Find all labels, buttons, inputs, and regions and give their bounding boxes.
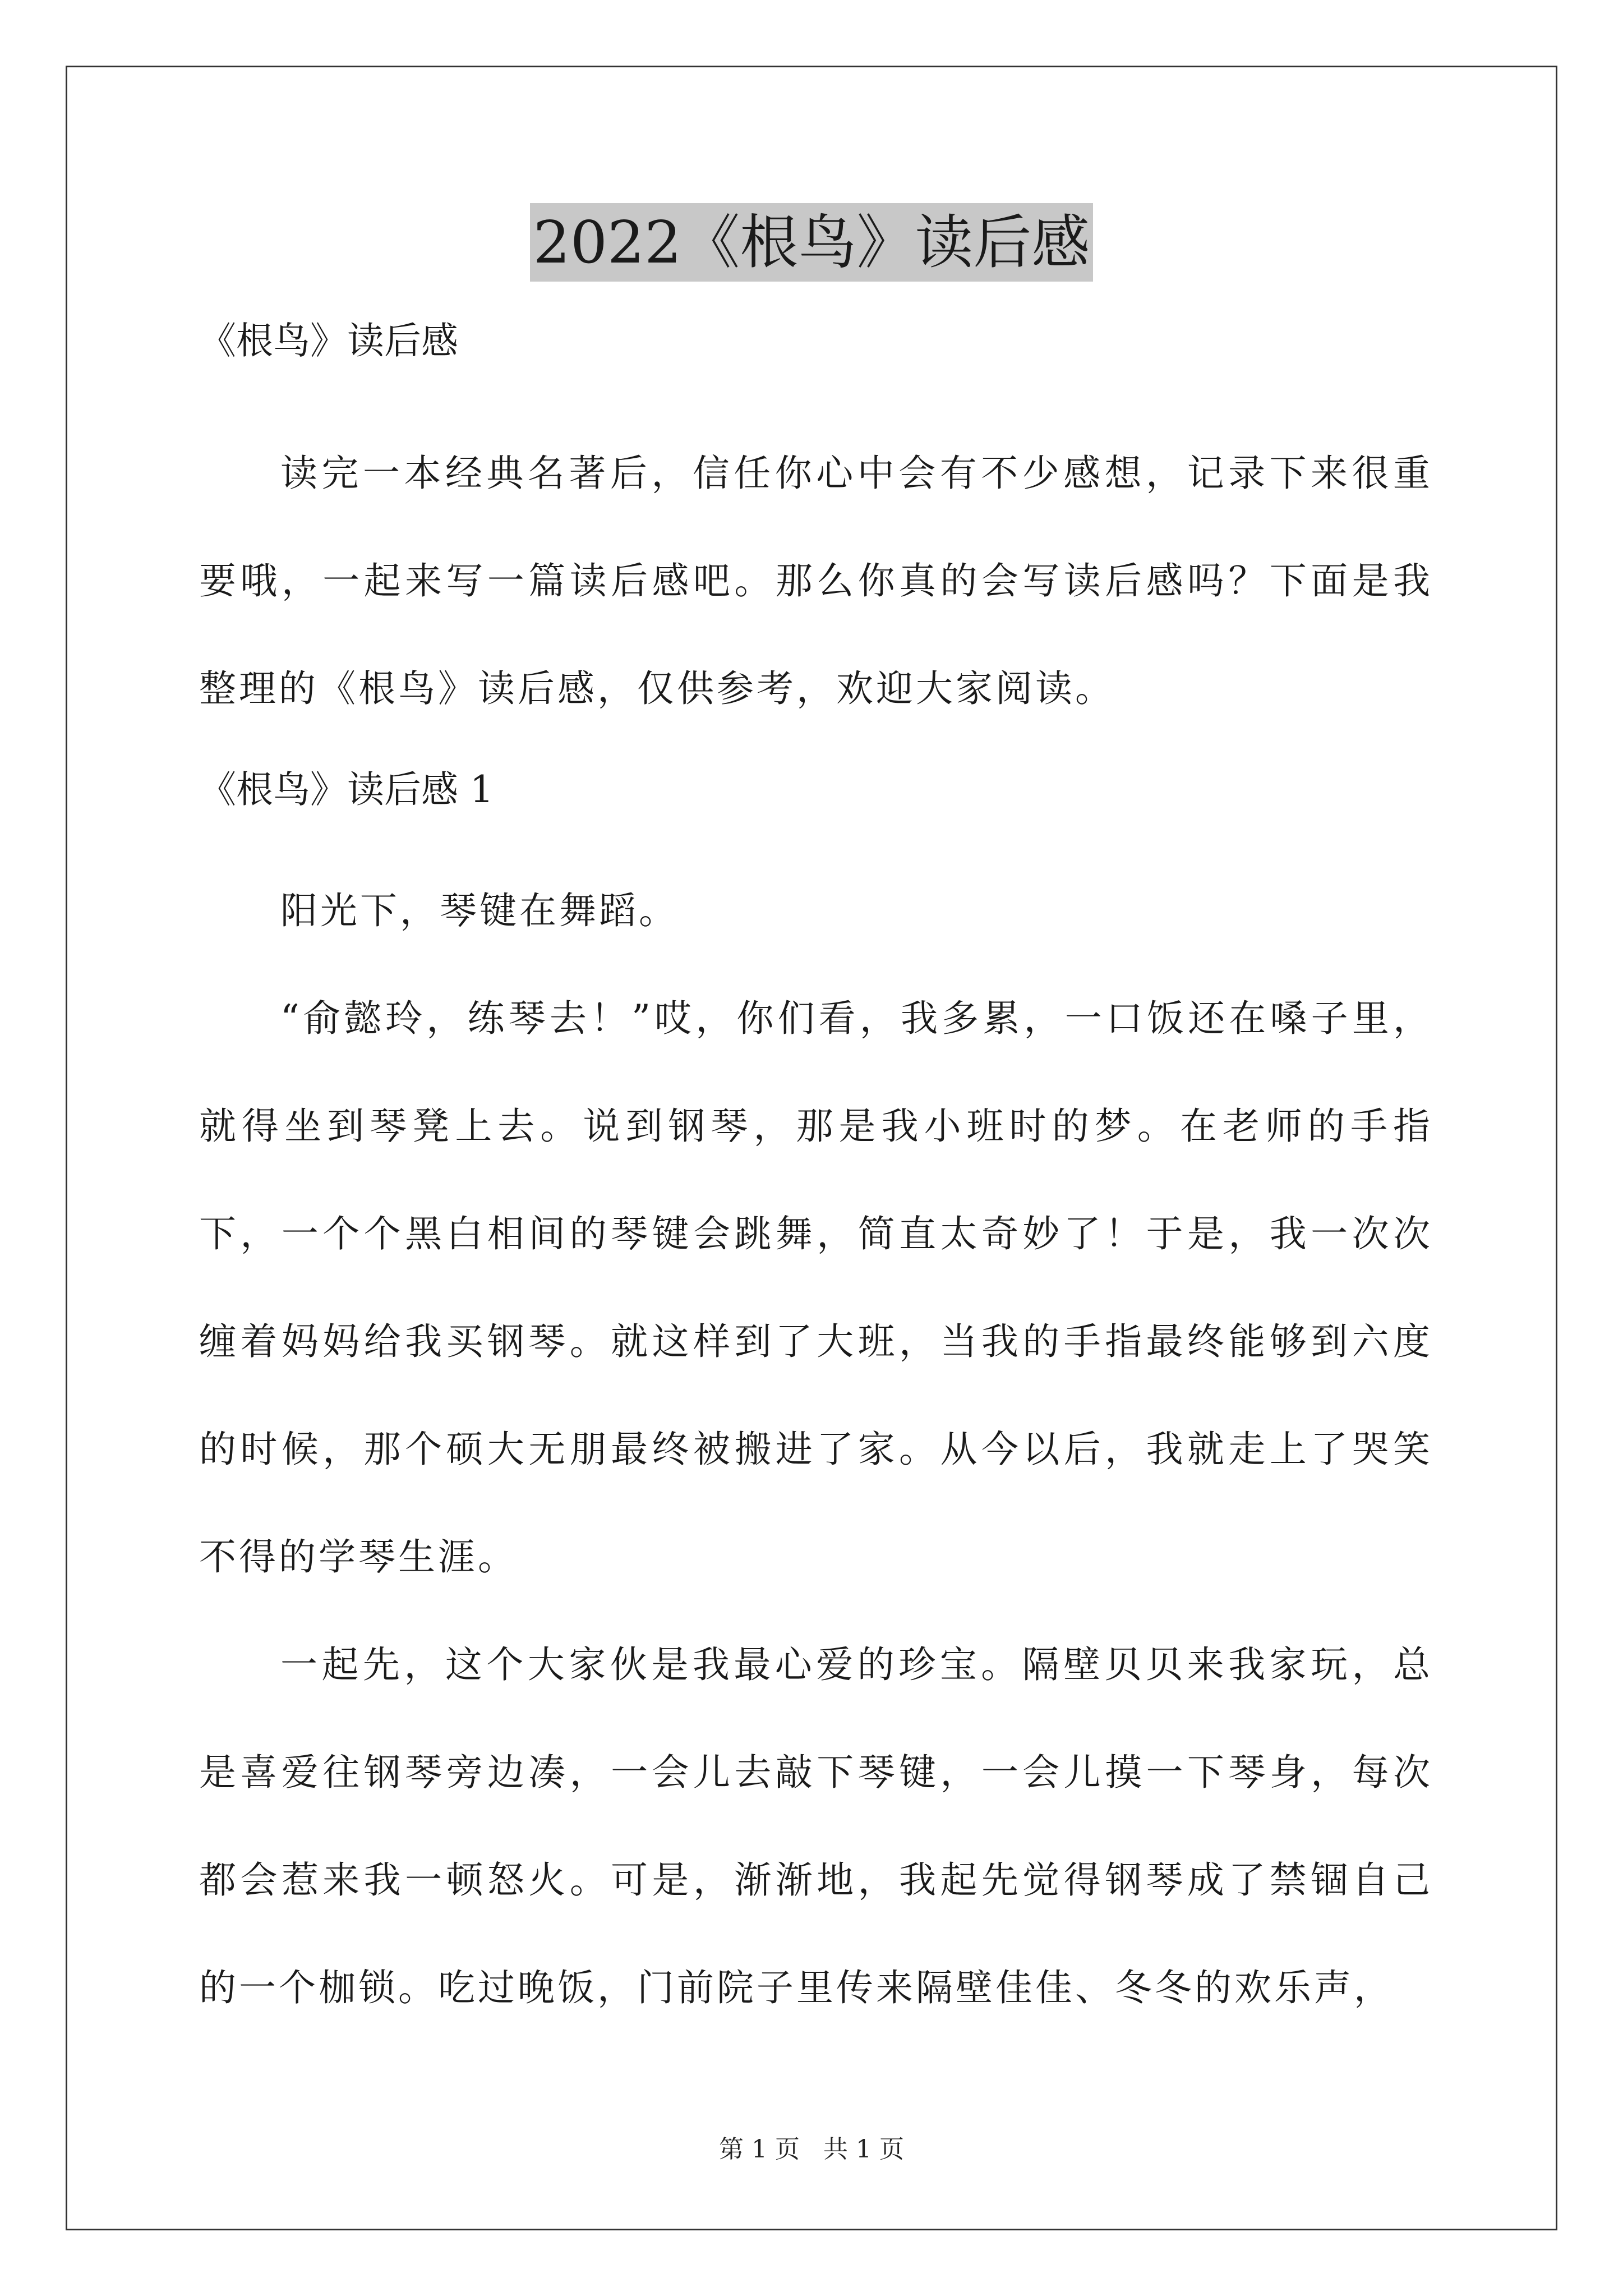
body-paragraph: 阳光下，琴键在舞蹈。 — [280, 889, 679, 932]
page-number: 第 1 页 — [719, 2135, 800, 2164]
intro-paragraph: 读完一本经典名著后，信任你心中会有不少感想，记录下来很重要哦，一起来写一篇读后感吧。那么你真的会写读后感吗？下面是我整理的《根鸟》读后感，仅供参考，欢迎大家阅读。 — [199, 452, 1433, 710]
page-total: 共 1 页 — [823, 2135, 904, 2164]
body-paragraph: 一起先，这个大家伙是我最心爱的珍宝。隔壁贝贝来我家玩，总是喜爱往钢琴旁边凑，一会儿去敲下琴键，一会儿摸一下琴身，每次都会惹来我一顿怒火。可是，渐渐地，我起先觉得钢琴成了禁锢自己的一个枷锁。吃过晚饭，门前院子里传来隔壁佳佳、冬冬的欢乐声， — [199, 1643, 1433, 2009]
title-container — [0, 203, 1623, 282]
body-paragraph: “俞懿玲，练琴去！”哎，你们看，我多累，一口饭还在嗓子里，就得坐到琴凳上去。说到钢琴，那是我小班时的梦。在老师的手指下，一个个黑白相间的琴键会跳舞，简直太奇妙了！于是，我一次次缠着妈妈给我买钢琴。就这样到了大班，当我的手指最终能够到六度的时候，那个硕大无朋最终被搬进了家。从今以后，我就走上了哭笑不得的学琴生涯。 — [199, 997, 1433, 1579]
document-title: 2022《根鸟》读后感 — [530, 203, 1094, 282]
page-footer — [0, 2133, 1623, 2166]
intro-heading: 《根鸟》读后感 — [199, 319, 458, 362]
section-heading-1: 《根鸟》读后感 1 — [199, 768, 494, 811]
document-body — [199, 314, 1433, 2042]
